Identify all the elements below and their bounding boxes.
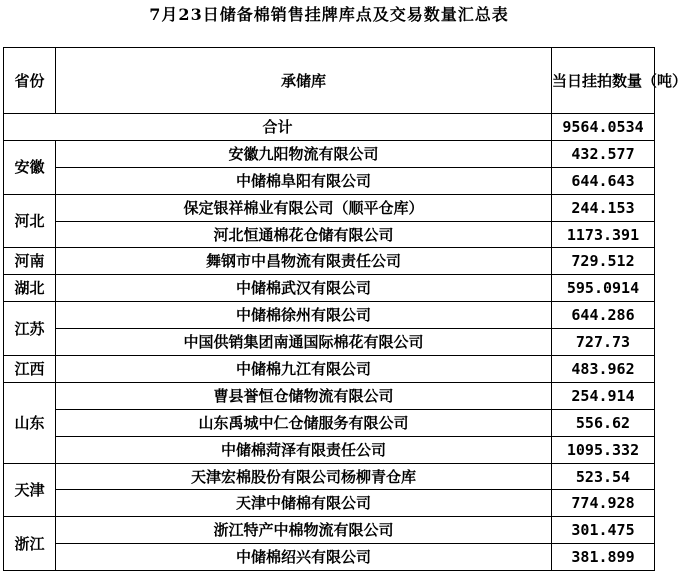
province-cell: 江苏 [4,302,56,356]
header-province: 省份 [4,48,56,114]
quantity-cell: 729.512 [552,248,655,275]
province-cell: 河北 [4,194,56,248]
warehouse-cell: 浙江特产中棉物流有限公司 [56,517,552,544]
table-row [4,382,655,409]
quantity-cell: 381.899 [552,544,655,571]
quantity-cell: 774.928 [552,490,655,517]
warehouse-cell: 中储棉九江有限公司 [56,356,552,383]
table-header-row [4,48,655,114]
quantity-cell: 523.54 [552,463,655,490]
warehouse-cell: 中国供销集团南通国际棉花有限公司 [56,329,552,356]
province-cell: 安徽 [4,140,56,194]
quantity-cell: 556.62 [552,409,655,436]
table-row [4,409,655,436]
table-row [4,329,655,356]
warehouse-cell: 中储棉绍兴有限公司 [56,544,552,571]
table-row [4,302,655,329]
table-row [4,221,655,248]
table-row [4,463,655,490]
quantity-cell: 727.73 [552,329,655,356]
quantity-cell: 1095.332 [552,436,655,463]
table-body [4,114,655,571]
quantity-cell: 254.914 [552,382,655,409]
warehouse-cell: 中储棉阜阳有限公司 [56,167,552,194]
table-row [4,544,655,571]
province-cell: 湖北 [4,275,56,302]
total-label: 合计 [4,114,552,141]
table-row [4,140,655,167]
warehouse-cell: 安徽九阳物流有限公司 [56,140,552,167]
quantity-cell: 244.153 [552,194,655,221]
total-value: 9564.0534 [552,114,655,141]
table-row [4,248,655,275]
header-quantity: 当日挂拍数量（吨） [552,48,655,114]
header-warehouse: 承储库 [56,48,552,114]
table-row [4,275,655,302]
warehouse-cell: 中储棉武汉有限公司 [56,275,552,302]
warehouse-cell: 保定银祥棉业有限公司（顺平仓库） [56,194,552,221]
quantity-cell: 1173.391 [552,221,655,248]
quantity-cell: 644.643 [552,167,655,194]
quantity-cell: 644.286 [552,302,655,329]
table-row [4,167,655,194]
province-cell: 江西 [4,356,56,383]
table-row [4,517,655,544]
page-title: 7月23日储备棉销售挂牌库点及交易数量汇总表 [149,5,509,24]
province-cell: 山东 [4,382,56,463]
warehouse-cell: 中储棉菏泽有限责任公司 [56,436,552,463]
quantity-cell: 595.0914 [552,275,655,302]
warehouse-cell: 舞钢市中昌物流有限责任公司 [56,248,552,275]
quantity-cell: 483.962 [552,356,655,383]
province-cell: 浙江 [4,517,56,571]
table-row [4,436,655,463]
warehouse-cell: 天津宏棉股份有限公司杨柳青仓库 [56,463,552,490]
warehouse-cell: 天津中储棉有限公司 [56,490,552,517]
warehouse-cell: 中储棉徐州有限公司 [56,302,552,329]
table-row [4,490,655,517]
province-cell: 天津 [4,463,56,517]
province-cell: 河南 [4,248,56,275]
cotton-summary-table [3,47,687,571]
warehouse-cell: 曹县誉恒仓储物流有限公司 [56,382,552,409]
quantity-cell: 301.475 [552,517,655,544]
table-row [4,194,655,221]
warehouse-cell: 山东禹城中仁仓储服务有限公司 [56,409,552,436]
table-row [4,356,655,383]
quantity-cell: 432.577 [552,140,655,167]
total-row [4,114,655,141]
warehouse-cell: 河北恒通棉花仓储有限公司 [56,221,552,248]
